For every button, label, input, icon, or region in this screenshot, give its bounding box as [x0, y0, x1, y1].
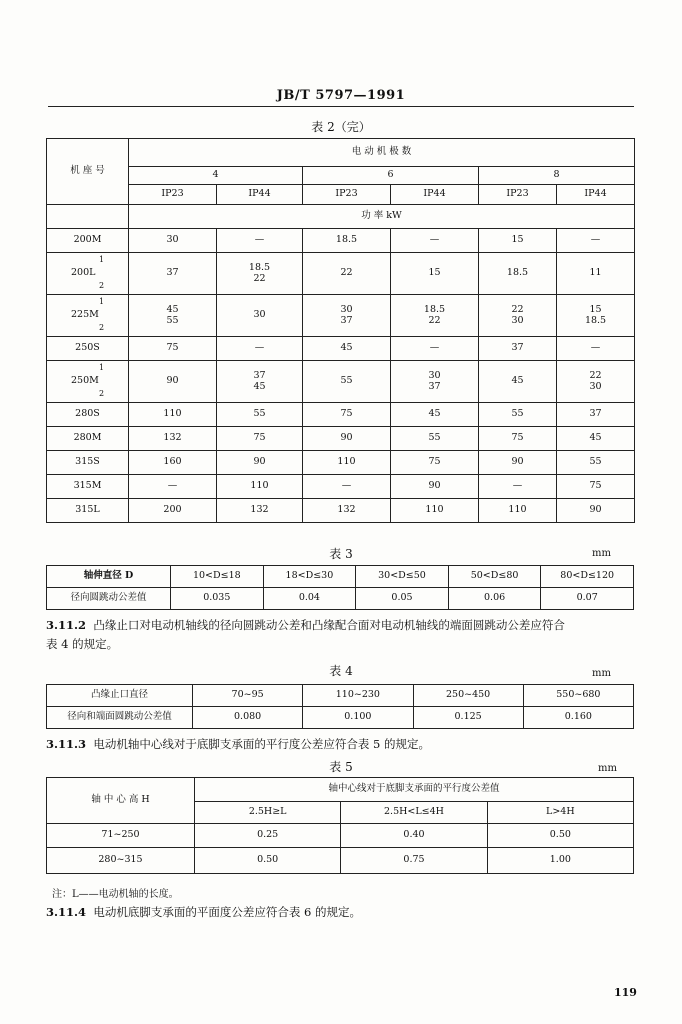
header-rule — [48, 106, 634, 107]
table2-power-cell: 37 — [557, 403, 635, 427]
table2-power-cell: 200 — [129, 499, 217, 523]
table4-caption: 表 4 — [329, 664, 353, 678]
table2-power-cell: 37 — [479, 337, 557, 361]
table5-value: 1.00 — [487, 848, 633, 874]
table2-pole-group: 8 — [479, 167, 635, 185]
table2-power-cell — [557, 361, 635, 403]
table3-row-label: 径向圆跳动公差值 — [47, 588, 171, 610]
table3-range: 18<D≤30 — [263, 566, 356, 588]
table2-power-cell: 160 — [129, 451, 217, 475]
table5-value: 0.50 — [195, 848, 341, 874]
frame-variant: 2 — [99, 322, 105, 332]
table2-protection: IP44 — [557, 185, 635, 205]
table3-range: 50<D≤80 — [448, 566, 541, 588]
table2-frame-cell — [47, 295, 129, 337]
table2-row — [47, 499, 635, 523]
table2-frame-cell: 315S — [47, 451, 129, 475]
table2-power-value: 30 — [340, 304, 353, 316]
table2-power-value: 22 — [253, 272, 266, 284]
table2-power-cell: 90 — [479, 451, 557, 475]
table4-value: 0.100 — [303, 707, 413, 729]
table2-power-cell: 90 — [129, 361, 217, 403]
table3-range: 30<D≤50 — [356, 566, 449, 588]
table2-power-value: 30 — [589, 380, 602, 392]
table2-power-header: 功 率 kW — [129, 205, 635, 229]
table2-power-value: 37 — [340, 314, 353, 326]
table5-unit: mm — [598, 763, 617, 774]
table2-power-value: 37 — [428, 380, 441, 392]
table3 — [46, 565, 634, 610]
table2-power-cell — [129, 295, 217, 337]
table5-col-header: 轴中心线对于底脚支承面的平行度公差值 — [195, 778, 634, 802]
table4-row-label: 径向和端面圆跳动公差值 — [47, 707, 193, 729]
table2-row — [47, 295, 635, 337]
frame-variant: 2 — [99, 388, 105, 398]
table2-row — [47, 451, 635, 475]
table5-value: 0.40 — [341, 824, 487, 848]
table2-power-cell: — — [217, 337, 303, 361]
table2-power-value: 30 — [511, 314, 524, 326]
table2-power-value: 30 — [428, 370, 441, 382]
table5-row-header: 轴 中 心 高 H — [47, 778, 195, 824]
table2-power-cell: 110 — [303, 451, 391, 475]
standard-number: JB/T 5797—1991 — [276, 88, 406, 103]
table2-power-cell: 45 — [557, 427, 635, 451]
table2-power-cell — [217, 253, 303, 295]
table5-value: 0.25 — [195, 824, 341, 848]
table3-caption: 表 3 — [329, 547, 353, 561]
table2-power-cell: 75 — [391, 451, 479, 475]
table3-range: 10<D≤18 — [171, 566, 264, 588]
table2-power-cell: 132 — [129, 427, 217, 451]
table4 — [46, 684, 634, 729]
table2-frame-cell: 315L — [47, 499, 129, 523]
frame-code: 200L — [71, 266, 96, 278]
table2-frame-cell: 250S — [47, 337, 129, 361]
table2-power-cell — [391, 295, 479, 337]
table4-range: 250~450 — [413, 685, 523, 707]
table2-power-value: 37 — [253, 370, 266, 382]
table2-row — [47, 361, 635, 403]
clause-number: 3.11.2 — [46, 618, 87, 632]
table3-value: 0.04 — [263, 588, 356, 610]
clause-text: 电动机底脚支承面的平面度公差应符合表 6 的规定。 — [93, 905, 361, 919]
table5-h: 71~250 — [47, 824, 195, 848]
frame-variant: 1 — [99, 362, 105, 372]
clause-text-cont: 表 4 的规定。 — [46, 637, 119, 651]
table2-power-cell — [557, 295, 635, 337]
table2-power-cell: 90 — [557, 499, 635, 523]
table2-power-cell: 45 — [303, 337, 391, 361]
table2-power-cell: 55 — [217, 403, 303, 427]
table2-power-cell: 55 — [391, 427, 479, 451]
clause-text: 电动机轴中心线对于底脚支承面的平行度公差应符合表 5 的规定。 — [93, 737, 430, 751]
table2-power-cell — [391, 361, 479, 403]
table2-power-cell: 22 — [303, 253, 391, 295]
table2-power-value: 22 — [428, 314, 441, 326]
table5-col: 2.5H≥L — [195, 802, 341, 824]
table4-value: 0.080 — [193, 707, 303, 729]
table2-power-cell: — — [129, 475, 217, 499]
table3-value: 0.035 — [171, 588, 264, 610]
table2-power-cell: 45 — [479, 361, 557, 403]
table3-range: 80<D≤120 — [541, 566, 634, 588]
table2-power-cell: 11 — [557, 253, 635, 295]
table2-power-cell: 110 — [217, 475, 303, 499]
table2-blank-cell — [47, 205, 129, 229]
table2-row — [47, 253, 635, 295]
table2-row — [47, 403, 635, 427]
table2-power-cell — [217, 361, 303, 403]
table3-value: 0.06 — [448, 588, 541, 610]
table2-power-cell — [303, 295, 391, 337]
clause-text: 凸缘止口对电动机轴线的径向圆跳动公差和凸缘配合面对电动机轴线的端面圆跳动公差应符合 — [93, 618, 565, 632]
table2-row — [47, 229, 635, 253]
table2-pole-group: 6 — [303, 167, 479, 185]
table4-range: 70~95 — [193, 685, 303, 707]
table2-power-cell: — — [391, 229, 479, 253]
table2-poles-header: 电 动 机 极 数 — [129, 139, 635, 167]
table2-power-cell: — — [303, 475, 391, 499]
table2-power-cell: 75 — [479, 427, 557, 451]
table3-unit: mm — [592, 548, 611, 559]
table2-power-cell: — — [391, 337, 479, 361]
table2-power-value: 45 — [253, 380, 266, 392]
table2-row — [47, 475, 635, 499]
page-number: 119 — [614, 986, 637, 999]
table2-power-cell: 75 — [129, 337, 217, 361]
table2-frame-cell: 280S — [47, 403, 129, 427]
table2-power-cell: 75 — [217, 427, 303, 451]
clause-number: 3.11.4 — [46, 905, 87, 919]
clause-number: 3.11.3 — [46, 737, 87, 751]
clause-3-11-3 — [46, 735, 646, 754]
frame-variant: 1 — [99, 254, 105, 264]
table2-power-cell: 55 — [557, 451, 635, 475]
table5-value: 0.50 — [487, 824, 633, 848]
table2-protection: IP23 — [479, 185, 557, 205]
table2-power-cell: 90 — [303, 427, 391, 451]
table2-power-value: 45 — [166, 304, 179, 316]
table2-power-value: 22 — [511, 304, 524, 316]
table3-value: 0.05 — [356, 588, 449, 610]
table2-power-cell: 55 — [303, 361, 391, 403]
table2-power-cell: 90 — [217, 451, 303, 475]
table4-value: 0.160 — [523, 707, 633, 729]
table4-range: 110~230 — [303, 685, 413, 707]
table2-power-cell: — — [217, 229, 303, 253]
table2-power-value: 18.5 — [248, 262, 271, 274]
table4-unit: mm — [592, 668, 611, 679]
table2-row — [47, 427, 635, 451]
table5-note: 注：L——电动机轴的长度。 — [52, 889, 179, 900]
table5-col: 2.5H<L≤4H — [341, 802, 487, 824]
table2-power-cell: 15 — [391, 253, 479, 295]
table2-power-cell: 37 — [129, 253, 217, 295]
table2-power-cell: 75 — [303, 403, 391, 427]
table3-value: 0.07 — [541, 588, 634, 610]
table2-frame-cell — [47, 361, 129, 403]
table2-power-value: 15 — [589, 304, 602, 316]
table2-power-cell: 18.5 — [479, 253, 557, 295]
table2-power-cell: 75 — [557, 475, 635, 499]
table2-protection: IP23 — [129, 185, 217, 205]
table2-power-value: 55 — [166, 314, 179, 326]
table2-pole-group: 4 — [129, 167, 303, 185]
table2-power-cell: 110 — [391, 499, 479, 523]
table2-power-cell: 90 — [391, 475, 479, 499]
table2-power-cell: 45 — [391, 403, 479, 427]
frame-variant: 2 — [99, 280, 105, 290]
clause-3-11-2 — [46, 616, 646, 654]
table2-row — [47, 337, 635, 361]
table2-power-cell: 15 — [479, 229, 557, 253]
table2-power-cell: 110 — [479, 499, 557, 523]
table3-header-label: 轴伸直径 D — [47, 566, 171, 588]
table2-power-cell: 110 — [129, 403, 217, 427]
frame-code: 225M — [71, 308, 99, 320]
table2-protection: IP44 — [217, 185, 303, 205]
table2-caption: 表 2（完） — [311, 120, 371, 134]
table2-power-cell: — — [557, 337, 635, 361]
table5-caption: 表 5 — [329, 760, 353, 774]
table2-power-cell: 132 — [303, 499, 391, 523]
clause-3-11-4 — [46, 903, 646, 922]
table5-value: 0.75 — [341, 848, 487, 874]
table2-power-cell: 18.5 — [303, 229, 391, 253]
table2-power-value: 18.5 — [423, 304, 446, 316]
frame-variant: 1 — [99, 296, 105, 306]
table5-h: 280~315 — [47, 848, 195, 874]
table2-power-value: 22 — [589, 370, 602, 382]
table2-frame-cell: 200M — [47, 229, 129, 253]
table2-power-cell: — — [479, 475, 557, 499]
table2-body — [47, 229, 635, 523]
table2-protection: IP23 — [303, 185, 391, 205]
frame-code: 250M — [71, 374, 99, 386]
table2-power-cell: — — [557, 229, 635, 253]
table2-power-cell: 30 — [217, 295, 303, 337]
table2-power-cell: 30 — [129, 229, 217, 253]
table5 — [46, 777, 634, 874]
table2-power-cell — [479, 295, 557, 337]
table4-value: 0.125 — [413, 707, 523, 729]
table2-frame-header: 机 座 号 — [47, 139, 129, 205]
table2-frame-cell — [47, 253, 129, 295]
table2-frame-cell: 280M — [47, 427, 129, 451]
table2-power-cell: 132 — [217, 499, 303, 523]
table4-header-label: 凸缘止口直径 — [47, 685, 193, 707]
table2 — [46, 138, 635, 523]
table2-power-cell: 55 — [479, 403, 557, 427]
table5-col: L>4H — [487, 802, 633, 824]
table2-power-value: 18.5 — [584, 314, 607, 326]
table2-protection: IP44 — [391, 185, 479, 205]
table2-frame-cell: 315M — [47, 475, 129, 499]
table4-range: 550~680 — [523, 685, 633, 707]
